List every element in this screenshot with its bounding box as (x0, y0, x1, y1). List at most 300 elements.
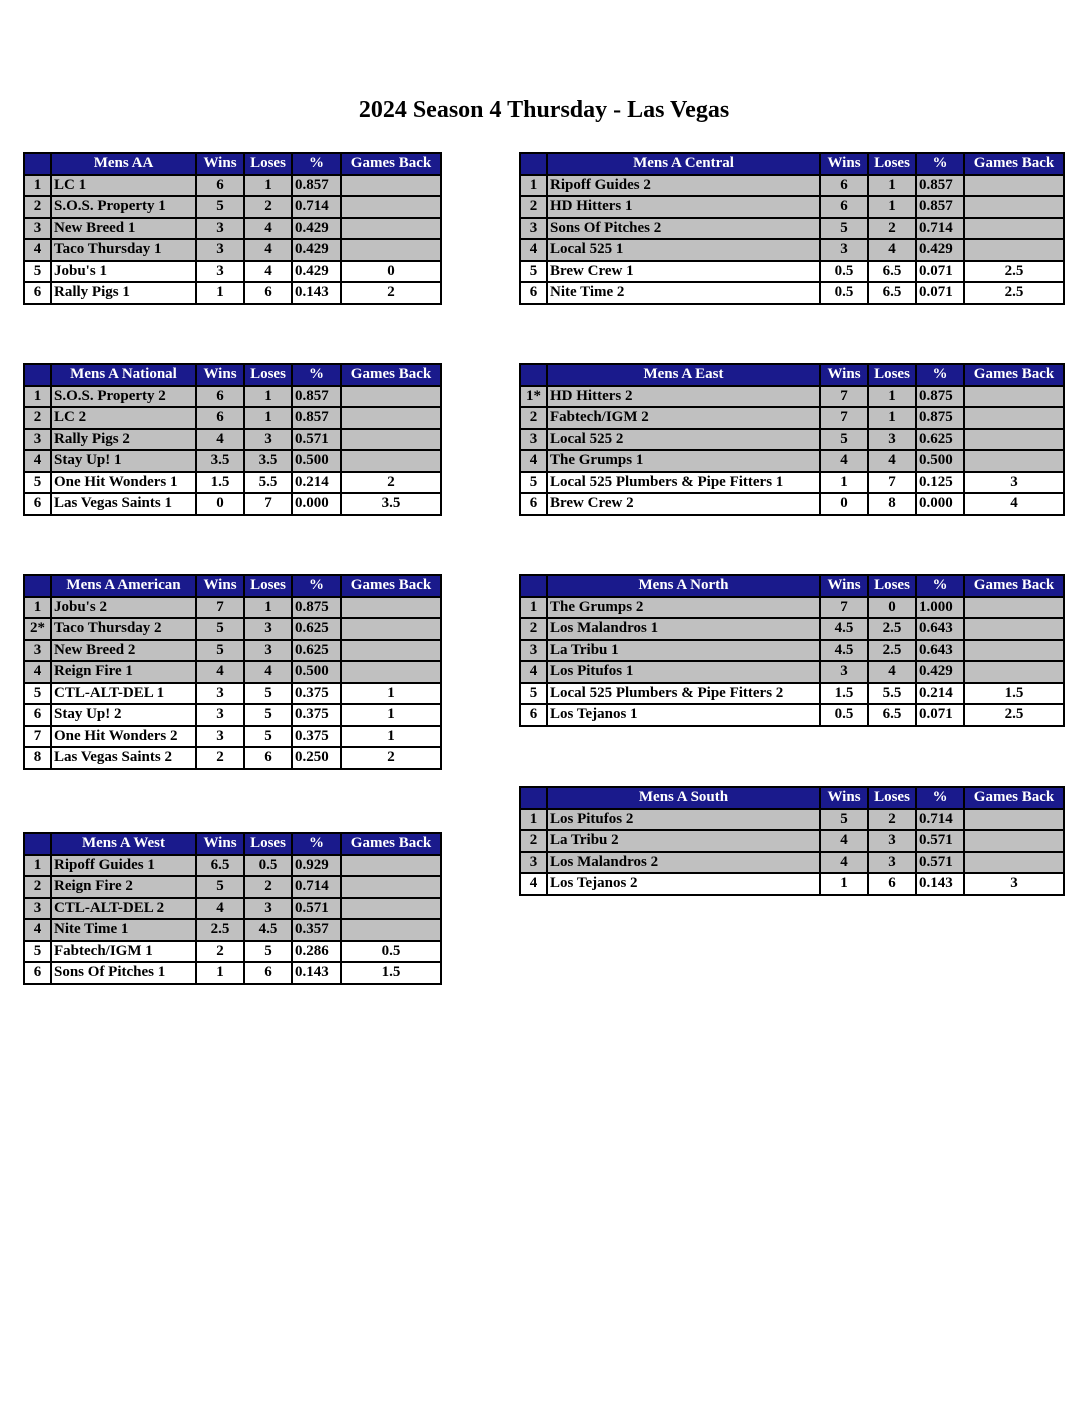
wins-cell: 4.5 (820, 618, 868, 640)
rank-cell: 3 (520, 640, 547, 662)
table-row (520, 618, 1064, 640)
team-name: Taco Thursday 1 (51, 239, 196, 261)
loses-cell: 2 (244, 196, 292, 218)
division-name: Mens A West (51, 833, 196, 855)
table-body (520, 809, 1064, 895)
rank-cell: 2 (24, 407, 51, 429)
games-back-cell (341, 386, 441, 408)
pct-cell: 0.071 (916, 282, 964, 304)
games-back-cell: 3 (964, 472, 1064, 494)
wins-cell: 2.5 (196, 919, 244, 941)
team-name: Local 525 2 (547, 429, 820, 451)
table-row (24, 175, 441, 197)
wins-cell: 7 (196, 597, 244, 619)
rank-header (24, 833, 51, 855)
wins-cell: 6.5 (196, 855, 244, 877)
pct-cell: 0.143 (292, 282, 341, 304)
team-name: Reign Fire 2 (51, 876, 196, 898)
wins-cell: 4.5 (820, 640, 868, 662)
rank-cell: 2* (24, 618, 51, 640)
wins-header: Wins (196, 575, 244, 597)
team-name: LC 2 (51, 407, 196, 429)
pct-cell: 0.714 (916, 809, 964, 831)
standings-table-mens-a-national (23, 363, 442, 516)
table-row (520, 386, 1064, 408)
wins-cell: 3 (196, 683, 244, 705)
wins-cell: 4 (196, 898, 244, 920)
rank-cell: 6 (520, 493, 547, 515)
pct-cell: 0.429 (292, 218, 341, 240)
team-name: The Grumps 2 (547, 597, 820, 619)
standings-table-mens-a-central (519, 152, 1065, 305)
rank-cell: 6 (520, 704, 547, 726)
rank-cell: 5 (520, 261, 547, 283)
wins-cell: 1 (196, 282, 244, 304)
wins-cell: 5 (196, 196, 244, 218)
wins-cell: 6 (196, 407, 244, 429)
loses-cell: 3 (868, 830, 916, 852)
loses-cell: 2 (868, 809, 916, 831)
team-name: HD Hitters 1 (547, 196, 820, 218)
table-row (24, 898, 441, 920)
pct-cell: 0.000 (916, 493, 964, 515)
rank-cell: 5 (520, 472, 547, 494)
games-back-cell: 2.5 (964, 704, 1064, 726)
games-back-cell (341, 429, 441, 451)
wins-cell: 3 (820, 661, 868, 683)
rank-cell: 6 (24, 493, 51, 515)
games-back-cell (964, 597, 1064, 619)
table-row (24, 218, 441, 240)
table-header (24, 364, 441, 386)
pct-cell: 0.250 (292, 747, 341, 769)
table-row (520, 239, 1064, 261)
loses-cell: 5.5 (244, 472, 292, 494)
games-back-cell (341, 218, 441, 240)
table-body (24, 386, 441, 515)
table-row (24, 747, 441, 769)
wins-cell: 0.5 (820, 282, 868, 304)
team-name: Nite Time 2 (547, 282, 820, 304)
games-back-header: Games Back (341, 833, 441, 855)
games-back-cell: 0 (341, 261, 441, 283)
division-name: Mens A East (547, 364, 820, 386)
wins-cell: 1 (820, 472, 868, 494)
loses-cell: 4 (244, 261, 292, 283)
wins-cell: 1 (820, 873, 868, 895)
rank-cell: 2 (520, 196, 547, 218)
loses-cell: 1 (868, 196, 916, 218)
team-name: Reign Fire 1 (51, 661, 196, 683)
rank-cell: 1* (520, 386, 547, 408)
games-back-cell (964, 661, 1064, 683)
wins-cell: 0 (820, 493, 868, 515)
loses-cell: 7 (244, 493, 292, 515)
team-name: La Tribu 1 (547, 640, 820, 662)
rank-cell: 2 (520, 407, 547, 429)
team-name: Las Vegas Saints 2 (51, 747, 196, 769)
games-back-header: Games Back (964, 787, 1064, 809)
pct-cell: 0.500 (292, 661, 341, 683)
rank-cell: 1 (520, 175, 547, 197)
rank-cell: 4 (24, 919, 51, 941)
loses-cell: 5.5 (868, 683, 916, 705)
rank-cell: 5 (24, 261, 51, 283)
loses-cell: 4 (868, 450, 916, 472)
games-back-cell (341, 450, 441, 472)
rank-cell: 6 (24, 962, 51, 984)
loses-cell: 6 (244, 282, 292, 304)
wins-cell: 4 (820, 830, 868, 852)
games-back-cell (341, 196, 441, 218)
pct-cell: 0.071 (916, 704, 964, 726)
table-header (520, 153, 1064, 175)
rank-cell: 3 (520, 218, 547, 240)
loses-cell: 2 (868, 218, 916, 240)
loses-cell: 7 (868, 472, 916, 494)
loses-cell: 2 (244, 876, 292, 898)
games-back-cell (341, 919, 441, 941)
pct-cell: 0.143 (916, 873, 964, 895)
team-name: Jobu's 2 (51, 597, 196, 619)
pct-cell: 0.571 (916, 830, 964, 852)
games-back-header: Games Back (341, 364, 441, 386)
loses-cell: 3 (244, 898, 292, 920)
games-back-cell: 3.5 (341, 493, 441, 515)
table-row (24, 683, 441, 705)
table-row (520, 450, 1064, 472)
team-name: Stay Up! 2 (51, 704, 196, 726)
rank-cell: 3 (24, 898, 51, 920)
pct-header: % (292, 575, 341, 597)
table-row (24, 640, 441, 662)
table-row (520, 830, 1064, 852)
loses-cell: 2.5 (868, 640, 916, 662)
games-back-cell: 1.5 (341, 962, 441, 984)
games-back-cell: 3 (964, 873, 1064, 895)
wins-cell: 5 (820, 809, 868, 831)
table-header (24, 153, 441, 175)
games-back-cell: 1.5 (964, 683, 1064, 705)
table-body (520, 597, 1064, 726)
wins-cell: 3 (820, 239, 868, 261)
table-header (520, 364, 1064, 386)
loses-cell: 0 (868, 597, 916, 619)
games-back-cell (341, 855, 441, 877)
division-name: Mens AA (51, 153, 196, 175)
loses-cell: 5 (244, 726, 292, 748)
pct-cell: 0.375 (292, 683, 341, 705)
team-name: Stay Up! 1 (51, 450, 196, 472)
wins-cell: 7 (820, 386, 868, 408)
wins-cell: 0 (196, 493, 244, 515)
rank-cell: 3 (520, 852, 547, 874)
games-back-cell (964, 852, 1064, 874)
table-body (520, 386, 1064, 515)
wins-cell: 3.5 (196, 450, 244, 472)
games-back-cell: 1 (341, 726, 441, 748)
loses-header: Loses (244, 153, 292, 175)
table-row (520, 218, 1064, 240)
loses-cell: 4 (868, 239, 916, 261)
rank-cell: 5 (24, 472, 51, 494)
team-name: Los Malandros 1 (547, 618, 820, 640)
team-name: LC 1 (51, 175, 196, 197)
table-row (24, 429, 441, 451)
pct-cell: 0.571 (292, 429, 341, 451)
standings-table-mens-a-north (519, 574, 1065, 727)
wins-header: Wins (196, 833, 244, 855)
wins-cell: 1.5 (820, 683, 868, 705)
wins-cell: 5 (196, 640, 244, 662)
games-back-cell: 2.5 (964, 282, 1064, 304)
rank-cell: 2 (24, 876, 51, 898)
wins-cell: 5 (196, 618, 244, 640)
rank-cell: 6 (520, 282, 547, 304)
pct-cell: 0.500 (916, 450, 964, 472)
rank-cell: 4 (24, 450, 51, 472)
wins-cell: 5 (196, 876, 244, 898)
rank-cell: 4 (24, 661, 51, 683)
rank-header (520, 153, 547, 175)
rank-cell: 4 (520, 239, 547, 261)
table-row (24, 261, 441, 283)
games-back-cell: 0.5 (341, 941, 441, 963)
rank-cell: 2 (520, 830, 547, 852)
table-row (24, 876, 441, 898)
loses-header: Loses (244, 364, 292, 386)
team-name: Brew Crew 1 (547, 261, 820, 283)
team-name: S.O.S. Property 1 (51, 196, 196, 218)
table-header (24, 833, 441, 855)
pct-cell: 0.714 (292, 876, 341, 898)
games-back-cell: 2 (341, 472, 441, 494)
pct-cell: 0.857 (916, 196, 964, 218)
rank-cell: 1 (520, 597, 547, 619)
loses-cell: 1 (868, 175, 916, 197)
team-name: Fabtech/IGM 1 (51, 941, 196, 963)
rank-cell: 1 (24, 175, 51, 197)
loses-cell: 4.5 (244, 919, 292, 941)
loses-cell: 2.5 (868, 618, 916, 640)
loses-cell: 6 (244, 747, 292, 769)
pct-cell: 0.625 (916, 429, 964, 451)
team-name: Local 525 1 (547, 239, 820, 261)
loses-cell: 1 (244, 386, 292, 408)
team-name: Los Pitufos 2 (547, 809, 820, 831)
team-name: Sons Of Pitches 1 (51, 962, 196, 984)
pct-cell: 0.714 (916, 218, 964, 240)
loses-header: Loses (244, 833, 292, 855)
loses-cell: 6.5 (868, 704, 916, 726)
table-row (24, 962, 441, 984)
loses-header: Loses (868, 153, 916, 175)
loses-cell: 6.5 (868, 282, 916, 304)
pct-cell: 1.000 (916, 597, 964, 619)
games-back-cell (341, 618, 441, 640)
pct-header: % (916, 787, 964, 809)
team-name: New Breed 2 (51, 640, 196, 662)
loses-header: Loses (868, 364, 916, 386)
header-row (24, 575, 441, 597)
rank-cell: 1 (24, 597, 51, 619)
loses-cell: 1 (868, 386, 916, 408)
table-body (24, 597, 441, 769)
loses-cell: 3 (244, 640, 292, 662)
games-back-header: Games Back (341, 575, 441, 597)
table-row (24, 282, 441, 304)
rank-cell: 5 (520, 683, 547, 705)
loses-cell: 6 (868, 873, 916, 895)
pct-cell: 0.625 (292, 618, 341, 640)
loses-cell: 8 (868, 493, 916, 515)
pct-cell: 0.571 (292, 898, 341, 920)
pct-header: % (916, 575, 964, 597)
loses-header: Loses (868, 575, 916, 597)
pct-cell: 0.875 (916, 407, 964, 429)
table-row (24, 855, 441, 877)
pct-cell: 0.429 (292, 239, 341, 261)
table-row (520, 640, 1064, 662)
table-row (520, 661, 1064, 683)
games-back-cell (341, 661, 441, 683)
games-back-cell (964, 618, 1064, 640)
loses-cell: 3 (868, 429, 916, 451)
games-back-cell: 2.5 (964, 261, 1064, 283)
table-row (24, 618, 441, 640)
pct-cell: 0.429 (292, 261, 341, 283)
pct-header: % (292, 364, 341, 386)
rank-cell: 2 (24, 196, 51, 218)
pct-cell: 0.875 (292, 597, 341, 619)
games-back-cell (964, 196, 1064, 218)
rank-cell: 3 (24, 640, 51, 662)
wins-cell: 3 (196, 239, 244, 261)
rank-header (24, 575, 51, 597)
standings-table-mens-a-west (23, 832, 442, 985)
table-row (24, 450, 441, 472)
wins-cell: 4 (820, 852, 868, 874)
table-body (24, 175, 441, 304)
games-back-cell: 1 (341, 704, 441, 726)
table-row (520, 196, 1064, 218)
loses-cell: 1 (868, 407, 916, 429)
games-back-cell (964, 450, 1064, 472)
games-back-cell: 1 (341, 683, 441, 705)
wins-cell: 3 (196, 704, 244, 726)
pct-cell: 0.375 (292, 726, 341, 748)
games-back-header: Games Back (964, 575, 1064, 597)
team-name: Nite Time 1 (51, 919, 196, 941)
wins-cell: 7 (820, 407, 868, 429)
pct-cell: 0.643 (916, 640, 964, 662)
table-row (520, 261, 1064, 283)
wins-cell: 6 (196, 386, 244, 408)
wins-cell: 3 (196, 218, 244, 240)
games-back-cell (341, 640, 441, 662)
loses-cell: 4 (868, 661, 916, 683)
division-name: Mens A South (547, 787, 820, 809)
page-title: 2024 Season 4 Thursday - Las Vegas (358, 97, 730, 123)
team-name: Ripoff Guides 1 (51, 855, 196, 877)
rank-cell: 7 (24, 726, 51, 748)
loses-cell: 6 (244, 962, 292, 984)
games-back-cell (964, 239, 1064, 261)
loses-cell: 0.5 (244, 855, 292, 877)
pct-cell: 0.875 (916, 386, 964, 408)
table-row (24, 493, 441, 515)
wins-cell: 4 (196, 429, 244, 451)
table-row (24, 386, 441, 408)
pct-cell: 0.286 (292, 941, 341, 963)
rank-cell: 4 (520, 873, 547, 895)
header-row (520, 364, 1064, 386)
games-back-header: Games Back (964, 364, 1064, 386)
wins-header: Wins (820, 364, 868, 386)
table-row (520, 597, 1064, 619)
games-back-cell: 2 (341, 747, 441, 769)
rank-cell: 4 (520, 450, 547, 472)
wins-cell: 3 (196, 261, 244, 283)
standings-table-mens-a-american (23, 574, 442, 770)
wins-cell: 6 (820, 175, 868, 197)
games-back-cell: 4 (964, 493, 1064, 515)
pct-cell: 0.571 (916, 852, 964, 874)
pct-header: % (292, 153, 341, 175)
team-name: Ripoff Guides 2 (547, 175, 820, 197)
rank-header (24, 153, 51, 175)
table-row (520, 472, 1064, 494)
table-row (520, 873, 1064, 895)
wins-header: Wins (196, 153, 244, 175)
table-row (520, 704, 1064, 726)
games-back-cell (341, 175, 441, 197)
wins-cell: 2 (196, 747, 244, 769)
table-row (520, 683, 1064, 705)
pct-cell: 0.714 (292, 196, 341, 218)
table-row (24, 941, 441, 963)
games-back-cell (964, 830, 1064, 852)
loses-cell: 4 (244, 239, 292, 261)
rank-cell: 3 (24, 429, 51, 451)
games-back-header: Games Back (341, 153, 441, 175)
rank-cell: 5 (24, 941, 51, 963)
pct-cell: 0.214 (292, 472, 341, 494)
rank-cell: 6 (24, 704, 51, 726)
games-back-cell (964, 386, 1064, 408)
table-row (24, 597, 441, 619)
pct-cell: 0.625 (292, 640, 341, 662)
team-name: Los Tejanos 1 (547, 704, 820, 726)
rank-cell: 3 (24, 218, 51, 240)
loses-cell: 5 (244, 683, 292, 705)
wins-cell: 3 (196, 726, 244, 748)
wins-cell: 5 (820, 218, 868, 240)
rank-cell: 1 (520, 809, 547, 831)
team-name: Jobu's 1 (51, 261, 196, 283)
rank-header (520, 787, 547, 809)
wins-cell: 4 (196, 661, 244, 683)
pct-cell: 0.000 (292, 493, 341, 515)
games-back-cell (341, 239, 441, 261)
wins-cell: 1 (196, 962, 244, 984)
table-row (24, 919, 441, 941)
games-back-cell (964, 809, 1064, 831)
loses-cell: 1 (244, 407, 292, 429)
table-header (520, 575, 1064, 597)
pct-cell: 0.125 (916, 472, 964, 494)
wins-header: Wins (820, 787, 868, 809)
